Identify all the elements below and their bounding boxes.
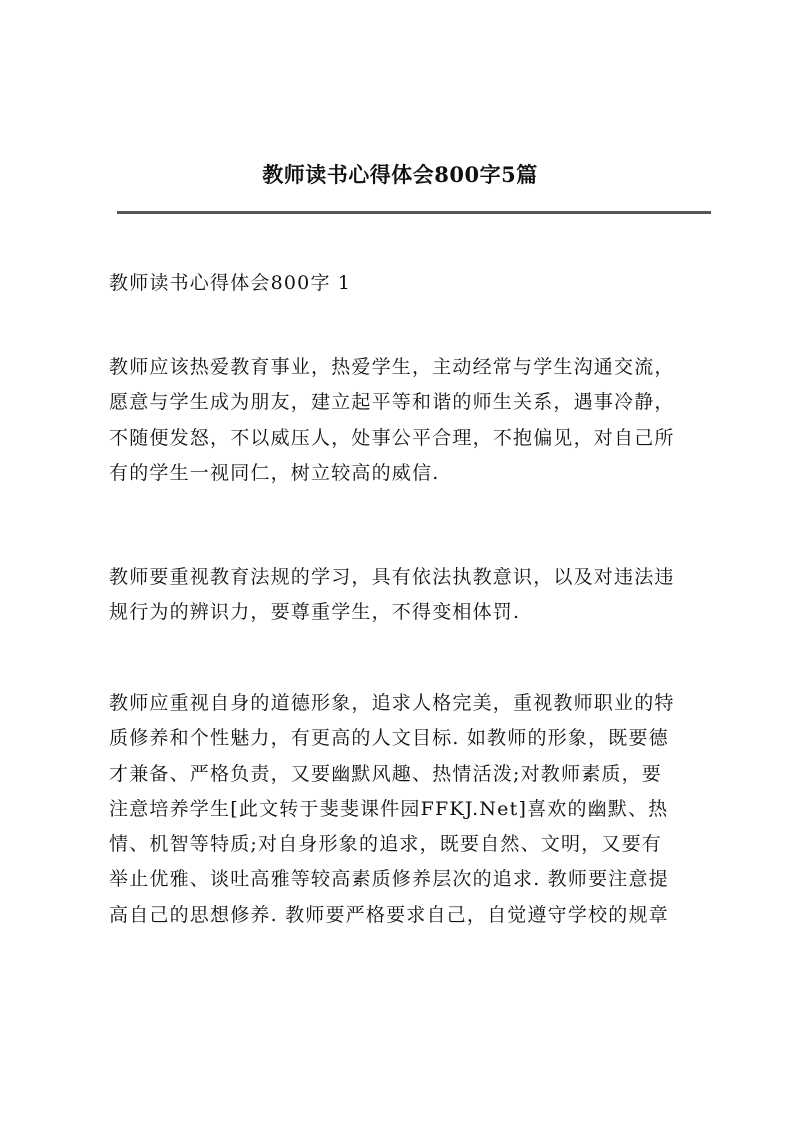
paragraph-line: 高自己的思想修养. 教师要严格要求自己，自觉遵守学校的规章 — [109, 903, 669, 926]
paragraph-line: 质修养和个性魅力，有更高的人文目标. 如教师的形象，既要德 — [109, 727, 669, 750]
paragraph-1 — [109, 350, 709, 491]
paragraph-line: 教师应该热爱教育事业，热爱学生，主动经常与学生沟通交流， — [109, 356, 675, 378]
paragraph-line: 教师要重视教育法规的学习，具有依法执教意识，以及对违法违 — [109, 566, 675, 588]
title-underline-divider — [117, 211, 711, 214]
paragraph-line: 注意培养学生[此文转于斐斐课件园FFKJ.Net]喜欢的幽默、热 — [109, 797, 669, 820]
paragraph-3 — [109, 686, 709, 933]
paragraph-line: 情、机智等特质;对自身形象的追求，既要自然、文明，又要有 — [109, 833, 663, 856]
paragraph-line: 愿意与学生成为朋友，建立起平等和谐的师生关系，遇事冷静， — [109, 391, 675, 414]
section-heading — [109, 266, 709, 301]
paragraph-2 — [109, 560, 709, 631]
paragraph-line: 教师应重视自身的道德形象，追求人格完美，重视教师职业的特 — [109, 692, 675, 714]
section-heading-text: 教师读书心得体会800字 1 — [109, 272, 352, 294]
paragraph-line: 规行为的辨识力，要尊重学生，不得变相体罚. — [109, 601, 521, 624]
paragraph-line: 才兼备、严格负责，又要幽默风趣、热情活泼;对教师素质，要 — [109, 762, 663, 785]
paragraph-line: 有的学生一视同仁，树立较高的威信. — [109, 461, 440, 484]
document-title: 教师读书心得体会800字5篇 — [262, 162, 538, 187]
paragraph-line: 举止优雅、谈吐高雅等较高素质修养层次的追求. 教师要注意提 — [109, 868, 669, 891]
paragraph-line: 不随便发怒，不以威压人，处事公平合理，不抱偏见，对自己所 — [109, 426, 675, 449]
